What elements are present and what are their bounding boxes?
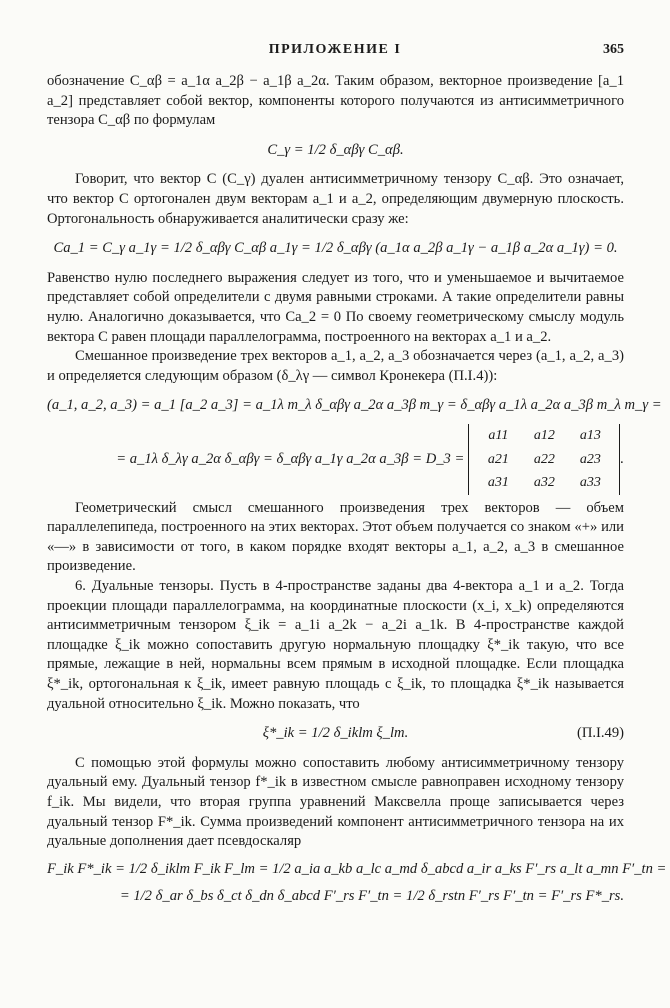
paragraph-4: Смешанное произведение трех векторов a_1, a_2, a_3 обозначается через (a_1, a_2, a_3) и определяется следующим образом (δ_λγ — символ Кронекера (П.I.4)):: [47, 348, 624, 384]
paragraph-7: С помощью этой формулы можно сопоставить любому антисимметричному тензору дуальный ему. Дуальный тензор f*_ik в известном смысле равноправен исходному тензору f_ik. Мы видели, что вторая группа уравнений Максвелла проще записывается через дуальный тензор F*_ik. Сумма произведений компонент антисимметричного тензора на их дуальные дополнения дает псевдоскаляр: [47, 754, 624, 850]
paragraph-5: Геометрический смысл смешанного произведения трех векторов — объем параллелепипеда, построенного на этих векторах. Этот объем получается со знаком «+» или «—» в зависимости от того, в каком порядке входят векторы a_1, a_2, a_3 в смешанное произведение.: [47, 499, 624, 575]
determinant-matrix: [468, 424, 620, 495]
det-cell: a11: [488, 427, 509, 443]
paragraph-2: Говорит, что вектор C (C_γ) дуален антисимметричному тензору C_αβ. Это означает, что вектор C ортогонален двум векторам a_1 и a_2, определяющим двумерную плоскость. Ортогональность обнаруживается аналитически сразу же:: [47, 171, 624, 227]
formula-pseudoscalar-line2: = 1/2 δ_ar δ_bs δ_ct δ_dn δ_abcd F′_rs F′_tn = 1/2 δ_rstn F′_rs F′_tn = F′_rs F*_rs.: [119, 888, 624, 905]
equation-number: (П.I.49): [576, 725, 624, 742]
paragraph-6: 6. Дуальные тензоры. Пусть в 4-пространстве заданы два 4-вектора a_1 и a_2. Тогда проекции площади параллелограмма, на координатные плоскости (x_i, x_k) определяются антисимметричным тензором ξ_ik = a_1i a_2k − a_2i a_1k. В 4-пространстве каждой площадке ξ_ik можно сопоставить другую нормальную площадку ξ*_ik такую, что все прямые, лежащие в ней, нормальны всем прямым в исходной площадке. Если площадка ξ*_ik, ортогональная к ξ_ik, имеет равную площадь с ξ_ik, то площадка ξ*_ik называется дуальной относительно ξ_ik. Можно показать, что: [47, 578, 624, 712]
det-cell: a32: [533, 475, 555, 491]
det-cell: a33: [579, 475, 601, 491]
formula-orthogonality: Ca_1 = C_γ a_1γ = 1/2 δ_αβγ C_αβ a_1γ = 1/2 δ_αβγ (a_1α a_2β a_1γ − a_1β a_2α a_1γ) = 0.: [53, 240, 618, 257]
formula-pseudoscalar-line1: F_ik F*_ik = 1/2 δ_iklm F_ik F_lm = 1/2 a_ia a_kb a_lc a_md δ_abcd a_ir a_ks F′_rs a_lt a_mn F′_tn =: [47, 860, 667, 877]
formula-mixed-product-line1: (a_1, a_2, a_3) = a_1 [a_2 a_3] = a_1λ m_λ δ_αβγ a_2α a_3β m_γ = δ_αβγ a_1λ a_2α a_3β m_λ m_γ =: [47, 397, 662, 414]
det-cell: a13: [579, 427, 601, 443]
det-cell: a21: [487, 451, 509, 467]
det-cell: a31: [487, 475, 509, 491]
formula-dual-vector: C_γ = 1/2 δ_αβγ C_αβ.: [267, 141, 404, 158]
formula-dual-tensor: [47, 724, 624, 744]
det-cell: a23: [579, 451, 601, 467]
body-text: [47, 72, 667, 915]
formula-dual-tensor-text: ξ*_ik = 1/2 δ_iklm ξ_lm.: [262, 725, 409, 742]
det-cell: a22: [533, 451, 555, 467]
det-cell: a12: [533, 427, 555, 443]
formula-mixed-product-line2: [47, 424, 624, 495]
page-number: 365: [603, 42, 624, 57]
page-header: [0, 42, 670, 62]
paragraph-1: обозначение C_αβ = a_1α a_2β − a_1β a_2α. Таким образом, векторное произведение [a_1 a_2] представляет собой вектор, компоненты которого получаются из антисимметричного тензора C_αβ по формулам: [47, 73, 624, 129]
period: .: [620, 450, 624, 467]
running-head: ПРИЛОЖЕНИЕ I: [268, 42, 402, 57]
formula-mixed-product-line2-text: = a_1λ δ_λγ a_2α δ_αβγ = δ_αβγ a_1γ a_2α a_3β = D_3 =: [116, 450, 465, 467]
paragraph-3: Равенство нулю последнего выражения следует из того, что и уменьшаемое и вычитаемое представляет собой определители с двумя равными строками. А такие определители равны нулю. Аналогично доказывается, что Ca_2 = 0 По своему геометрическому смыслу модуль вектора C равен площади параллелограмма, построенного на векторах a_1 и a_2.: [47, 269, 624, 345]
